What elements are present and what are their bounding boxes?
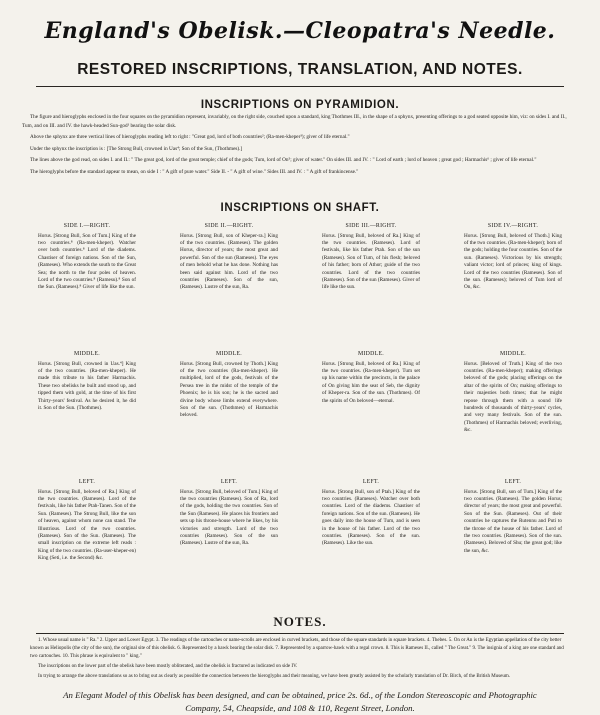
inscription-block (24, 479, 150, 607)
inscription-heading: MIDDLE. (215, 350, 243, 357)
inscription-block (450, 351, 576, 479)
pyramidion-paragraph: The figure and hieroglyphs enclosed in the four squares on the pyramidion represent, invariably, on the right side, couched upon a standard, king Thothmes III., in the shape of a sphynx, presenting offerings to a god seated opposite him, viz: on sides I. and II., Tum, and on III. and IV. the hawk-headed Sun-god¹ bearing the solar disk. (22, 114, 567, 129)
inscription-text: Horus. [Strong Bull, son of Kheper-ra.] King of the two countries. (Rameses). The golden Horus, director of years; the most great and powerful. Son of the sun (Rameses). The eyes of men behold what he has done. Nothing has been said against him. Lord of the two countries (Rameses). Son of the sun, (Rameses). Lustre of the sun, Ra. (180, 232, 278, 291)
inscription-heading: LEFT. (220, 478, 238, 485)
inscription-block (166, 223, 292, 351)
page-title: England's Obelisk.—Cleopatra's Needle. (44, 18, 556, 44)
shaft-side-1 (24, 223, 150, 607)
shaft-heading: INSCRIPTIONS ON SHAFT. (220, 201, 380, 214)
inscription-block (166, 351, 292, 479)
inscription-block (308, 223, 434, 351)
inscription-text: Horus. [Strong Bull, son of Ptah.] King of the two countries. (Rameses). Watcher over both countries. Lord of the diadems. Chastiser of foreign nations. Son of the sun. (Rameses). He goes daily into the house of Tum, and is seen in the house of his father. Lord of the two countries. (Rameses). Son of the sun. (Rameses). Like the sun. (322, 488, 420, 547)
inscription-heading: LEFT. (362, 478, 380, 485)
inscription-heading: MIDDLE. (73, 350, 101, 357)
inscription-text: Horus. [Strong Bull, beloved of Ra.] King of the two countries. (Ra-men-kheper). Tum set up his name within the precincts, in the palace of On giving him the seat of Seb, the dignity of Kheper-ra. Son of the sun. (Thothmes). Of the spirits of On beloved—eternal. (322, 360, 420, 404)
notes-paragraph: In trying to arrange the above translations so as to bring out as clearly as possible the connection between the hieroglyphs and their meaning, we have been greatly assisted by the scholarly translation of Dr. Birch, of the British Museum. (38, 673, 510, 679)
inscription-text: Horus. [Strong Bull, beloved of Ra.] King of the two countries. (Rameses). Lord of festivals, like his father Ptah. Son of the sun (Rameses). Son of Tum, of his flesh; beloved of his father; born of Athor; guide of the two countries. Lord of the two countries (Rameses). Son of the sun (Rameses). Giver of life like the sun. (322, 232, 420, 291)
pyramidion-heading: INSCRIPTIONS ON PYRAMIDION. (200, 99, 400, 111)
inscription-text: Horus. [Strong Bull, son of Tum.] King of the two countries. (Rameses). The golden Horus; director of years; the most great and powerful. Son of the Sun. (Rameses). Out of their countries he captures the Rutennu and Puti to the throne of the house of his father. Lord of the two countries. (Rameses). Son of the sun. (Rameses). Beloved of Shu; the great god; like the sun, &c. (464, 488, 562, 554)
inscription-block (166, 479, 292, 607)
divider (36, 86, 564, 87)
notes-paragraph: The inscriptions on the lower part of the obelisk have been mostly obliterated, and the obelisk is fractured as indicated on side IV. (38, 663, 298, 669)
inscription-block (24, 223, 150, 351)
inscription-heading: SIDE II.—RIGHT. (204, 222, 254, 229)
notes-heading: NOTES. (273, 613, 327, 629)
inscription-heading: SIDE I.—RIGHT. (63, 222, 111, 229)
shaft-side-3 (308, 223, 434, 607)
inscription-block (308, 479, 434, 607)
notes-text (10, 637, 590, 681)
inscription-heading: LEFT. (504, 478, 522, 485)
pyramidion-text (10, 113, 590, 177)
advertisement: An Elegant Model of this Obelisk has been designed, and can be obtained, price 2s. 6d., of the London Stereoscopic and Photographic Company, 54, Cheapside, and 108 & 110, Regent Street, London. (63, 689, 537, 713)
pyramidion-paragraph: Above the sphynx are three vertical lines of hieroglyphs reading left to right : "Great god, lord of both countries²; (Ra-men-kheper³); giver of life eternal." (30, 134, 350, 141)
shaft-columns (10, 219, 590, 607)
inscription-text: Horus. [Strong Bull, beloved of Ra.] King of the two countries. (Rameses). Lord of the festivals, like his father Ptah-Tanen. Son of the Sun. (Rameses). The Strong Bull, like the son of heaven, against whom none can stand. The Illustrious. Lord of the two countries. (Rameses). Son of the Sun. (Rameses). The small inscription on the extreme left reads : King of the two countries. (Ra-user-kheper-en) King (Seti, i.e. the Second) &c. (38, 488, 136, 562)
inscription-block (450, 479, 576, 607)
inscription-block (24, 351, 150, 479)
inscription-heading: MIDDLE. (357, 350, 385, 357)
inscription-text: Horus. [Strong Bull, crowned by Thoth.] King of the two countries (Ra-men-kheper). He multiplied, lord of the gods, festivals of the Persea tree in the midst of the temple of the Phoenix; he is his son; he is the sacred and divine body whose limbs extend everywhere. Son of the sun. (Thothmes) of Harmachis beloved. (180, 360, 278, 419)
inscription-heading: SIDE III.—RIGHT. (345, 222, 397, 229)
inscription-block (450, 223, 576, 351)
inscription-text: Horus. [Beloved of Truth.] King of the two countries. (Ra-men-kheper); making offerings beloved of the gods; placing offerings on the altar of the spirits of On; making offerings to their majesties both times; that he might repose through them with a sound life hundreds of thousands of thirty-years' cycles, and very many festivals. Son of the sun. (Thothmes) of Harmachis beloved; everliving, &c. (464, 360, 562, 434)
inscription-text: Horus. [Strong Bull, beloved of Thoth.] King of the two countries. (Ra-men-kheper); born of the gods; holding the four countries. Son of the sun. (Rameses). Victorious by his strength; valiant victor; lord of princes; king of kings. Lord of the two countries (Rameses). Son of the sun. (Rameses); beloved of Tum lord of On, &c. (464, 232, 562, 291)
inscription-heading: LEFT. (78, 478, 96, 485)
shaft-side-4 (450, 223, 576, 607)
pyramidion-paragraph: The hieroglyphs before the standard appear to mean, on side I : " A gift of pure water." Side II. - " A gift of wine." Sides III. and IV. : " A gift of frankincense." (30, 168, 359, 175)
shaft-side-2 (166, 223, 292, 607)
inscription-text: Horus. [Strong Bull, Son of Tum.] King of the two countries.⁸ (Ra-men-kheper). Watcher over both countries.⁸ Lord of the diadems. Chastiser of foreign nations. Son of the Sun, (Rameses). Who extends the south to the Great Sea; the north to the four poles of heaven. Lord of the two countries.⁸ (Ramesu).⁸ Son of the Sun. (Rameses).⁸ Giver of life like the sun. (38, 232, 136, 291)
divider (36, 633, 564, 634)
pyramidion-paragraph: Under the sphynx the inscription is : [The Strong Bull, crowned in Uas⁴; Son of the Sun, (Thothmes).] (30, 145, 243, 152)
inscription-heading: SIDE IV.—RIGHT. (487, 222, 539, 229)
page-subtitle: RESTORED INSCRIPTIONS, TRANSLATION, AND NOTES. (77, 61, 523, 78)
inscription-heading: MIDDLE. (499, 350, 527, 357)
inscription-text: Horus. [Strong Bull, beloved of Tum.] King of the two countries (Rameses). Son of Ra, lord of the gods, holding the two countries. Son of the Sun (Rameses). He places his frontiers and sets up his throne-house where he likes, by his victories and strength. Lord of the two countries (Rameses). Son of the sun (Rameses). Lustre of the sun, Ra. (180, 488, 278, 547)
inscription-text: Horus. [Strong Bull, crowned in Uas.⁴] King of the two countries. (Ra-men-kheper). He made this tribute to his father Harmachis. These two obelisks he built and stood up, and tipped them with gold, at the time of his first Thirty-years' festival. As he desired it, he did it. Son of the Sun. (Thothmes). (38, 360, 136, 411)
pyramidion-paragraph: The lines above the god read, on sides I. and II.: " The great god, lord of the great temple; chief of the gods; Tum, lord of On⁵; giver of water." On sides III. and IV. : " Lord of earth ; lord of heaven ; great god ; Harmachis⁶ ; giver of life eternal." (30, 157, 537, 164)
notes-paragraph: 1. Whose usual name is " Ra." 2. Upper and Lower Egypt. 3. The readings of the cartouches or name-scrolls are enclosed in curved brackets, and those of the square standards in square brackets. 4. Thebes. 5. On or An is the Egyptian appellation of the city better known as Heliopolis (the city of the sun), the original site of this obelisk. 6. Represented by a hawk bearing the solar disk. 7. Represented by a sparrow-hawk with a regal crown. 8. This is Rameses II., called " The Great." 9. The insignia of a king are one standard and two cartouches. 10. This phrase is equivalent to " king." (30, 637, 564, 659)
inscription-block (308, 351, 434, 479)
